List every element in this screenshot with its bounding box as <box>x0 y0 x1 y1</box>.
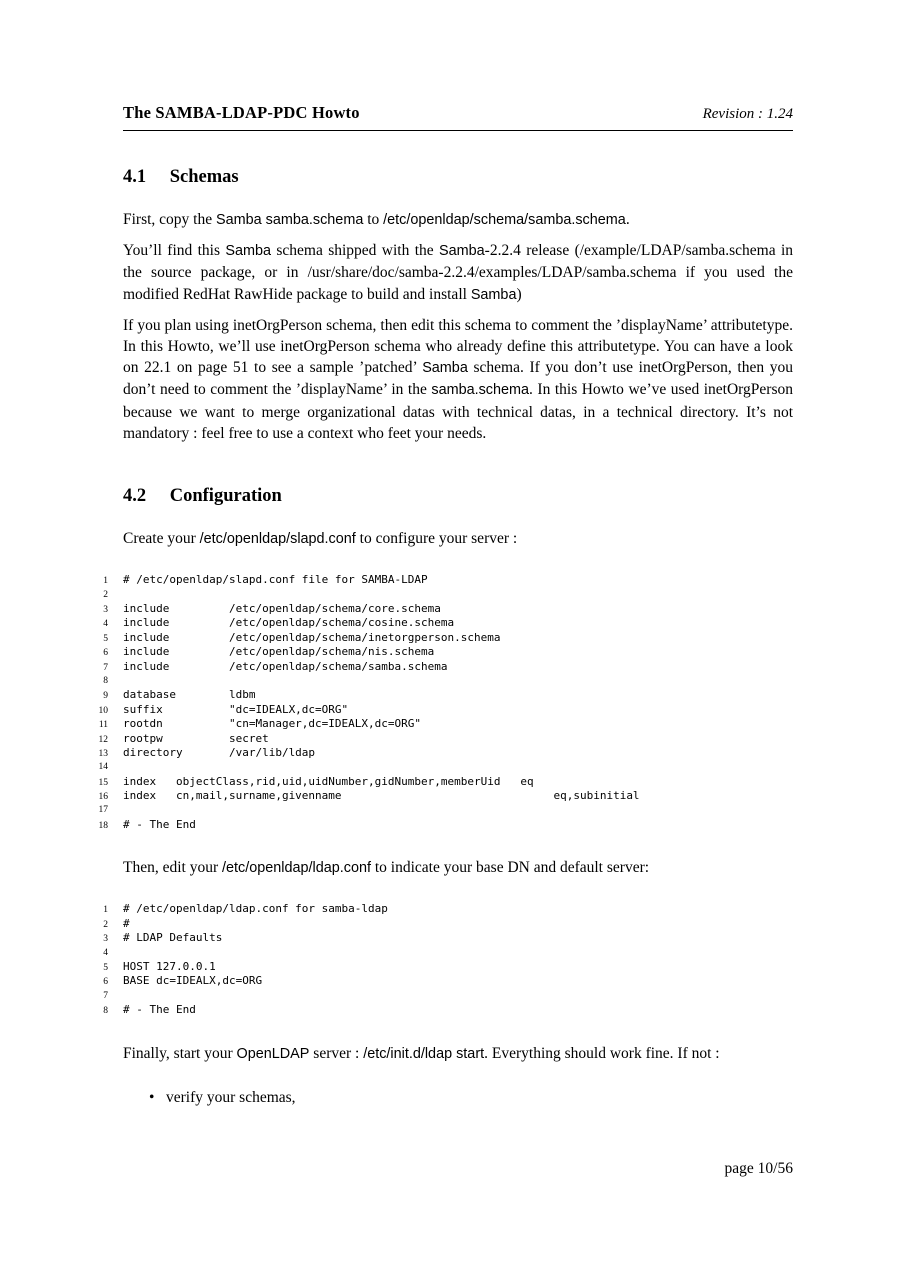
code-line <box>80 703 793 717</box>
code-text: directory /var/lib/ldap <box>123 745 316 759</box>
text-run: schema shipped with the <box>271 242 440 260</box>
code-line <box>80 989 793 1003</box>
code-line <box>80 746 793 760</box>
code-line <box>80 631 793 645</box>
code-text: include /etc/openldap/schema/core.schema <box>123 602 441 616</box>
section-title: Configuration <box>169 486 282 507</box>
code-line <box>80 616 793 630</box>
line-number: 3 <box>103 605 108 616</box>
line-number: 1 <box>103 905 108 916</box>
text-run: . <box>625 211 630 228</box>
code-line <box>80 674 793 688</box>
code-text: rootdn "cn=Manager,dc=IDEALX,dc=ORG" <box>123 717 422 731</box>
line-number: 2 <box>103 589 108 600</box>
line-number: 13 <box>98 748 108 759</box>
text-run: If you plan using inetOrgPerson schema, then edit this schema to comment the ’displayName’ attributetype. In this Howto, we’ll use inetOrgPerson schema who already define this attributetype. You can have a look on 22.1 on page 51 to see a sample ’patched’ <box>123 316 793 377</box>
section-number: 4.2 <box>123 486 147 507</box>
code-text: include /etc/openldap/schema/cosine.schema <box>123 616 455 630</box>
code-line <box>80 974 793 988</box>
code-line <box>80 818 793 832</box>
text-run: Samba <box>225 243 272 260</box>
paragraph-inetorgperson <box>123 315 793 444</box>
code-line <box>80 902 793 916</box>
revision-label: Revision : 1.24 <box>702 106 793 122</box>
page-number: page 10/56 <box>724 1160 793 1177</box>
text-run: Create your <box>123 530 200 548</box>
code-text: include /etc/openldap/schema/inetorgperson.schema <box>123 630 501 644</box>
text-run: server : <box>309 1044 364 1062</box>
text-run: Then, edit your <box>123 859 223 877</box>
code-line <box>80 931 793 945</box>
line-number: 8 <box>103 675 108 686</box>
text-run: . Everything should work fine. If not : <box>484 1044 720 1062</box>
code-text: # - The End <box>123 817 196 831</box>
code-line <box>80 946 793 960</box>
paragraph-edit-ldap-conf <box>123 857 793 879</box>
line-number: 12 <box>98 734 108 745</box>
line-number: 16 <box>98 792 108 803</box>
line-number: 2 <box>103 919 108 930</box>
text-run: Samba <box>470 286 517 303</box>
document-title: The SAMBA-LDAP-PDC Howto <box>123 103 360 122</box>
code-line <box>80 760 793 774</box>
text-run: Samba samba.schema <box>216 212 364 228</box>
text-run: /etc/openldap/slapd.conf <box>199 531 356 548</box>
code-text: HOST 127.0.0.1 <box>123 960 216 974</box>
line-number: 4 <box>103 947 108 958</box>
section-title: Schemas <box>169 167 239 187</box>
line-number: 8 <box>103 1006 108 1017</box>
paragraph-schema-shipped <box>123 240 793 306</box>
text-run: Samba <box>422 360 468 377</box>
code-text: # LDAP Defaults <box>123 931 223 945</box>
code-line <box>80 588 793 602</box>
code-listing-slapd-conf <box>80 573 793 832</box>
line-number: 4 <box>103 619 108 630</box>
line-number: 6 <box>103 648 108 659</box>
line-number: 6 <box>103 977 108 988</box>
text-run: Finally, start your <box>123 1044 237 1062</box>
code-text: database ldbm <box>123 688 256 702</box>
code-line <box>80 917 793 931</box>
code-text: # - The End <box>123 1003 196 1017</box>
line-number: 14 <box>98 762 108 773</box>
code-line <box>80 1003 793 1017</box>
page-footer <box>725 1160 793 1178</box>
code-text: # /etc/openldap/ldap.conf for samba-ldap <box>123 902 388 916</box>
section-number: 4.1 <box>123 167 147 187</box>
code-line <box>80 789 793 803</box>
paragraph-create-slapd-conf <box>123 528 793 550</box>
line-number: 9 <box>103 691 108 702</box>
code-line <box>80 573 793 587</box>
text-run: to configure your server : <box>355 530 518 548</box>
page-header <box>123 103 793 131</box>
line-number: 11 <box>98 720 108 731</box>
bullet-list <box>123 1087 793 1108</box>
code-line <box>80 732 793 746</box>
text-run: /etc/init.d/ldap start <box>363 1045 485 1062</box>
text-run: Samba <box>439 243 485 260</box>
code-text: # /etc/openldap/slapd.conf file for SAMBA-LDAP <box>123 573 428 587</box>
text-run: First, copy the <box>123 211 216 228</box>
code-line <box>80 645 793 659</box>
text-run: -2.2.4 release (/example/LDAP/samba.schema in the source package, or in /usr/share/doc/samba-2.2.4/examples/LDAP/samba.schema if you used the modified RedHat RawHide package to build and install <box>123 242 793 303</box>
code-text: # <box>123 916 130 930</box>
code-text: index cn,mail,surname,givenname eq,subinitial <box>123 789 640 803</box>
text-run: /etc/openldap/ldap.conf <box>222 860 371 877</box>
line-number: 15 <box>98 777 108 788</box>
text-run: OpenLDAP <box>236 1045 310 1062</box>
list-item-verify-schemas: • verify your schemas, <box>166 1087 793 1108</box>
text-run: samba.schema <box>431 382 530 399</box>
section-heading-schemas <box>123 167 793 188</box>
code-line <box>80 960 793 974</box>
text-run: You’ll find this <box>123 242 226 260</box>
code-text: rootpw secret <box>123 731 269 745</box>
text-run: ) <box>516 285 522 303</box>
code-line <box>80 602 793 616</box>
line-number: 10 <box>98 705 108 716</box>
line-number: 7 <box>103 990 108 1001</box>
code-text: BASE dc=IDEALX,dc=ORG <box>123 974 263 988</box>
text-run: . In this Howto we’ve used inetOrgPerson because we want to merge organizational datas with technical datas, in a technical directory. It’s not mandatory : feel free to use a context who feet your needs. <box>123 381 793 442</box>
code-line <box>80 717 793 731</box>
code-text: suffix "dc=IDEALX,dc=ORG" <box>123 702 349 716</box>
text-run: to <box>363 211 384 228</box>
line-number: 1 <box>103 576 108 587</box>
paragraph-start-openldap <box>123 1043 793 1065</box>
line-number: 18 <box>98 820 108 831</box>
section-heading-configuration <box>123 486 793 507</box>
code-listing-ldap-conf <box>80 902 793 1017</box>
line-number: 17 <box>98 805 108 816</box>
code-line <box>80 775 793 789</box>
code-text: include /etc/openldap/schema/nis.schema <box>123 645 435 659</box>
line-number: 5 <box>103 633 108 644</box>
text-run: schema. If you don’t use inetOrgPerson, then you don’t need to comment the ’displayName’ in the <box>123 359 793 399</box>
code-line <box>80 688 793 702</box>
paragraph-copy-schema <box>123 209 793 231</box>
code-text: include /etc/openldap/schema/samba.schema <box>123 659 448 673</box>
code-line <box>80 803 793 817</box>
line-number: 7 <box>103 662 108 673</box>
code-text: index objectClass,rid,uid,uidNumber,gidNumber,memberUid eq <box>123 774 534 788</box>
line-number: 3 <box>103 934 108 945</box>
line-number: 5 <box>103 963 108 974</box>
text-run: /etc/openldap/schema/samba.schema <box>383 212 626 228</box>
code-line <box>80 660 793 674</box>
text-run: to indicate your base DN and default server: <box>371 859 650 877</box>
